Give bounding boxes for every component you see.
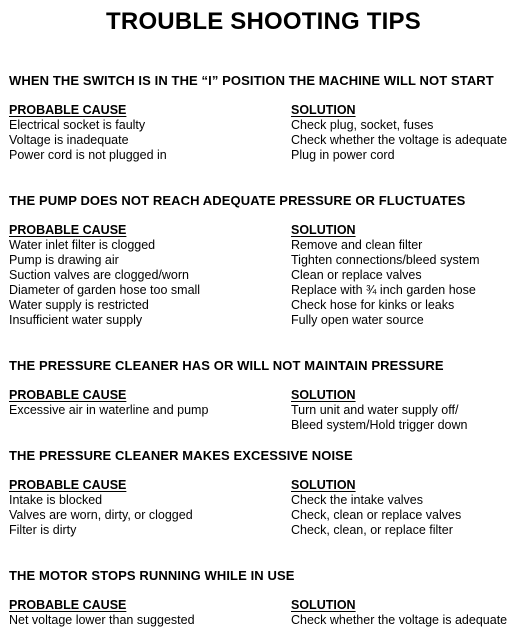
cause-cell: Power cord is not plugged in	[9, 148, 167, 162]
table-row	[9, 298, 521, 313]
probable-cause-header: PROBABLE CAUSE	[9, 388, 127, 402]
table-row	[9, 283, 521, 298]
cause-cell: Excessive air in waterline and pump	[9, 403, 209, 417]
solution-header: SOLUTION	[291, 478, 356, 492]
section-heading: THE PRESSURE CLEANER HAS OR WILL NOT MAINTAIN PRESSURE	[9, 358, 444, 373]
cause-cell: Water inlet filter is clogged	[9, 238, 156, 252]
cause-cell: Pump is drawing air	[9, 253, 119, 267]
table-row	[9, 418, 521, 433]
table-header-row	[9, 388, 521, 403]
table-row	[9, 613, 521, 628]
solution-cell: Check the intake valves	[291, 493, 424, 507]
solution-cell: Check whether the voltage is adequate	[291, 613, 508, 627]
page-title: TROUBLE SHOOTING TIPS	[106, 8, 421, 35]
solution-cell: Clean or replace valves	[291, 268, 422, 282]
probable-cause-header: PROBABLE CAUSE	[9, 478, 127, 492]
table-row	[9, 133, 521, 148]
table-header-row	[9, 598, 521, 613]
cause-cell: Intake is blocked	[9, 493, 103, 507]
trouble-section-motor-stops	[9, 568, 521, 628]
table-row	[9, 148, 521, 163]
solution-cell: Remove and clean filter	[291, 238, 423, 252]
table-row	[9, 508, 521, 523]
cause-solution-table	[9, 223, 521, 328]
solution-cell: Check, clean, or replace filter	[291, 523, 453, 537]
cause-solution-table	[9, 598, 521, 628]
cause-solution-table	[9, 103, 521, 163]
solution-cell: Check, clean or replace valves	[291, 508, 462, 522]
solution-cell: Turn unit and water supply off/	[291, 403, 459, 417]
table-row	[9, 253, 521, 268]
solution-cell: Tighten connections/bleed system	[291, 253, 480, 267]
solution-header: SOLUTION	[291, 388, 356, 402]
solution-cell: Bleed system/Hold trigger down	[291, 418, 468, 432]
cause-cell: Insufficient water supply	[9, 313, 143, 327]
solution-cell: Check plug, socket, fuses	[291, 118, 434, 132]
table-row	[9, 268, 521, 283]
solution-cell: Replace with ¾ inch garden hose	[291, 283, 476, 297]
solution-header: SOLUTION	[291, 223, 356, 237]
section-heading: THE PUMP DOES NOT REACH ADEQUATE PRESSURE OR FLUCTUATES	[9, 193, 466, 208]
table-row	[9, 403, 521, 418]
trouble-section-machine-will-not-start	[9, 73, 521, 163]
cause-solution-table	[9, 388, 521, 433]
cause-cell: Filter is dirty	[9, 523, 77, 537]
probable-cause-header: PROBABLE CAUSE	[9, 103, 127, 117]
table-row	[9, 523, 521, 538]
section-heading: THE MOTOR STOPS RUNNING WHILE IN USE	[9, 568, 295, 583]
cause-cell: Net voltage lower than suggested	[9, 613, 195, 627]
section-heading: THE PRESSURE CLEANER MAKES EXCESSIVE NOISE	[9, 448, 353, 463]
solution-cell: Plug in power cord	[291, 148, 395, 162]
table-row	[9, 493, 521, 508]
solution-cell: Check hose for kinks or leaks	[291, 298, 455, 312]
table-row	[9, 238, 521, 253]
solution-cell: Check whether the voltage is adequate	[291, 133, 508, 147]
solution-header: SOLUTION	[291, 103, 356, 117]
table-row	[9, 118, 521, 133]
trouble-section-excessive-noise	[9, 448, 521, 538]
solution-cell: Fully open water source	[291, 313, 424, 327]
trouble-section-will-not-maintain-pressure	[9, 358, 521, 433]
table-header-row	[9, 103, 521, 118]
cause-cell: Valves are worn, dirty, or clogged	[9, 508, 193, 522]
cause-cell: Suction valves are clogged/worn	[9, 268, 189, 282]
cause-cell: Water supply is restricted	[9, 298, 149, 312]
table-header-row	[9, 223, 521, 238]
cause-solution-table	[9, 478, 521, 538]
trouble-section-pump-pressure	[9, 193, 521, 328]
cause-cell: Voltage is inadequate	[9, 133, 129, 147]
cause-cell: Diameter of garden hose too small	[9, 283, 201, 297]
table-row	[9, 313, 521, 328]
cause-cell: Electrical socket is faulty	[9, 118, 146, 132]
probable-cause-header: PROBABLE CAUSE	[9, 223, 127, 237]
table-header-row	[9, 478, 521, 493]
probable-cause-header: PROBABLE CAUSE	[9, 598, 127, 612]
solution-header: SOLUTION	[291, 598, 356, 612]
section-heading: WHEN THE SWITCH IS IN THE “I” POSITION THE MACHINE WILL NOT START	[9, 73, 494, 88]
